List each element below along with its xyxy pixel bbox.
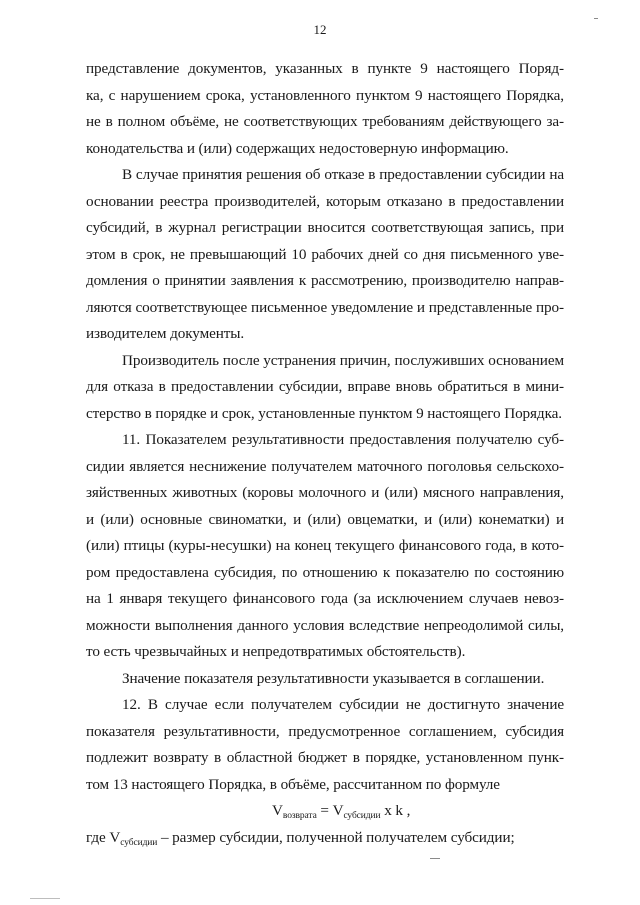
scan-line-bottom-left (30, 898, 60, 899)
text-line: ляются соответствующее письменное уведомление и представленные про- (86, 298, 564, 316)
document-body (86, 56, 564, 851)
text-line: Значение показателя результативности указывается в соглашении. (122, 669, 545, 687)
formula-times-k: x k , (380, 802, 411, 819)
text-line: не в полном объёме, не соответствующих требованиям действующего за- (86, 113, 564, 130)
definition-sub: субсидии (120, 837, 158, 848)
text-line: то есть чрезвычайных и непредотвратимых обстоятельств). (86, 643, 466, 660)
text-line: 12. В случае если получателем субсидии не достигнуто значение (122, 696, 564, 713)
text-line: для отказа в предоставлении субсидии, вправе вновь обратиться в мини- (86, 378, 564, 395)
text-line: конодательства и (или) содержащих недостоверную информацию. (86, 139, 509, 157)
formula-v-return: V (272, 802, 283, 819)
scan-dash-bottom (430, 858, 440, 859)
text-line: сидии является неснижение получателем маточного поголовья сельскохо- (86, 457, 564, 475)
text-line: том 13 настоящего Порядка, в объёме, рассчитанном по формуле (86, 775, 500, 793)
formula-sub-subsidy: субсидии (343, 811, 381, 821)
text-line: подлежит возврату в областной бюджет в порядке, установленном пунк- (86, 749, 564, 766)
text-line: Производитель после устранения причин, послуживших основанием (122, 351, 564, 369)
text-line: домления о принятии заявления к рассмотрению, производителю направ- (86, 272, 564, 289)
text-line: ка, с нарушением срока, установленного пунктом 9 настоящего Порядка, (86, 86, 564, 104)
text-line: этом в срок, не превышающий 10 рабочих дней со дня письменного уве- (86, 245, 564, 263)
text-line: ром предоставлена субсидия, по отношению к показателю по состоянию (86, 563, 564, 581)
text-line: В случае принятия решения об отказе в предоставлении субсидии на (122, 166, 564, 183)
definition-prefix: где V (86, 828, 121, 846)
text-line: на 1 января текущего финансового года (за исключением случаев невоз- (86, 590, 564, 607)
definition-line (86, 825, 564, 852)
scan-dash-top-right (594, 18, 598, 19)
formula-sub-return: возврата (282, 811, 317, 821)
text-line: (или) птицы (куры-несушки) на конец текущего финансового года, в кото- (86, 537, 564, 554)
text-line: субсидий, в журнал регистрации вносится соответствующая запись, при (86, 219, 564, 236)
formula (86, 798, 564, 825)
text-line: и (или) основные свиноматки, и (или) овцематки, и (или) конематки) и (86, 510, 564, 528)
definition-text: – размер субсидии, полученной получателем субсидии; (157, 828, 515, 846)
text-line: 11. Показателем результативности предоставления получателю суб- (122, 431, 564, 448)
text-line: стерство в порядке и срок, установленные пунктом 9 настоящего Порядка. (86, 404, 562, 422)
text-line: представление документов, указанных в пункте 9 настоящего Поряд- (86, 60, 564, 77)
text-line: изводителем документы. (86, 325, 245, 342)
formula-v-subsidy: V (332, 802, 344, 819)
text-line: зяйственных животных (коровы молочного и (или) мясного направления, (86, 484, 564, 501)
formula-equals: = (316, 802, 333, 819)
text-line: показателя результативности, предусмотренное соглашением, субсидия (86, 722, 564, 740)
page-number: 12 (313, 22, 327, 37)
text-line: можности выполнения данного условия вследствие непреодолимой силы, (86, 616, 564, 634)
text-line: основании реестра производителей, которым отказано в предоставлении (86, 192, 564, 210)
